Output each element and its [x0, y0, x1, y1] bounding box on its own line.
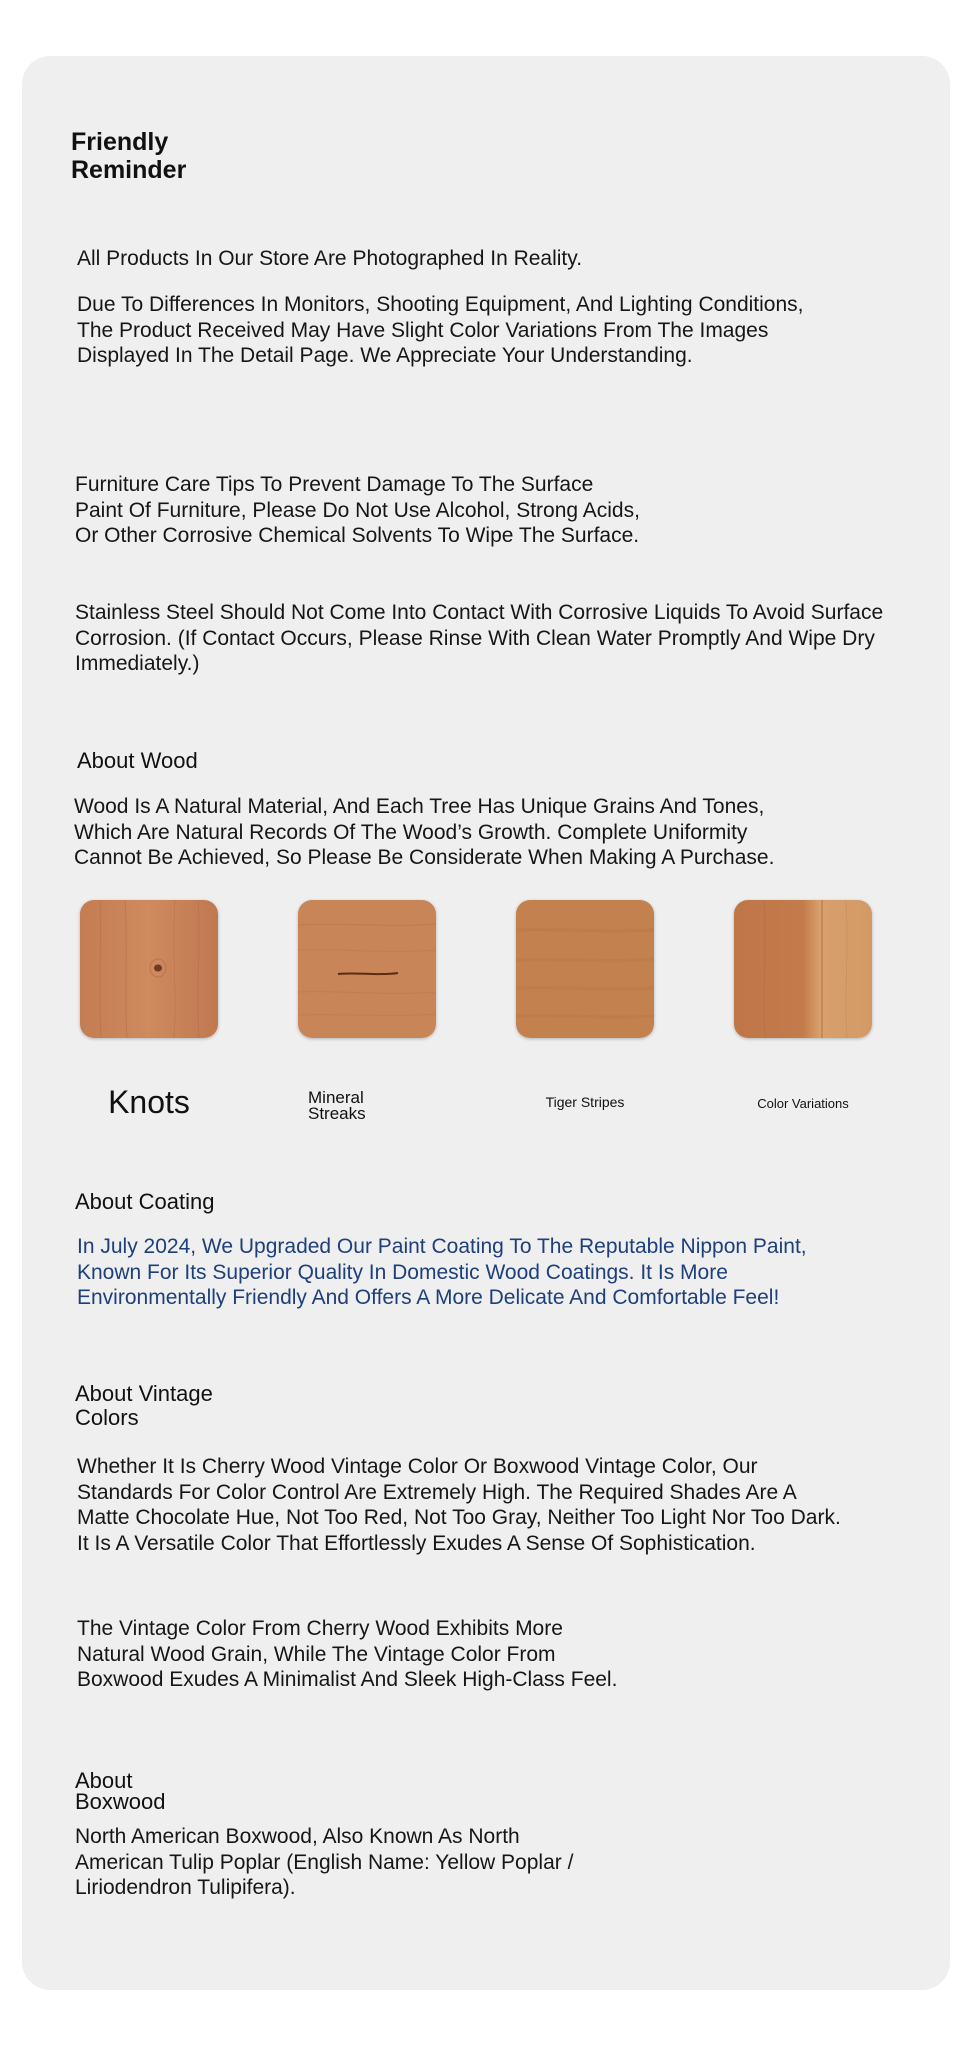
about-wood-text: Wood Is A Natural Material, And Each Tree Has Unique Grains And Tones, Which Are Natural Records Of The Wood’s Growth. Complete Uniformity Cannot Be Achieved, So Please Be Considerate When Making A Purchase.: [74, 795, 775, 869]
mineral-streak-wood-sample-icon: [298, 900, 436, 1038]
about-vintage-colors-text-2: The Vintage Color From Cherry Wood Exhibits More Natural Wood Grain, While The Vintage Color From Boxwood Exudes A Minimalist And Sleek High-Class Feel.: [77, 1617, 618, 1691]
color-variation-wood-sample-icon: [734, 900, 872, 1038]
reminder-line-1: All Products In Our Store Are Photographed In Reality.: [77, 247, 583, 270]
knots-label: Knots: [108, 1084, 190, 1120]
care-tip-stainless-steel: Stainless Steel Should Not Come Into Contact With Corrosive Liquids To Avoid Surface Corrosion. (If Contact Occurs, Please Rinse With Clean Water Promptly And Wipe Dry Immediately.): [75, 601, 884, 675]
tiger-stripe-wood-sample-icon: [516, 900, 654, 1038]
about-vintage-colors-text-1: Whether It Is Cherry Wood Vintage Color Or Boxwood Vintage Color, Our Standards For Color Control Are Extremely High. The Required Shades Are A Matte Chocolate Hue, Not Too Red, Not Too Gray, Neither Too Light Nor Too Dark. It Is A Versatile Color That Effortlessly Exudes A Sense Of Sophistication.: [77, 1455, 841, 1555]
care-tip-furniture: Furniture Care Tips To Prevent Damage To The Surface Paint Of Furniture, Please Do Not Use Alcohol, Strong Acids, Or Other Corrosive Chemical Solvents To Wipe The Surface.: [75, 473, 640, 547]
about-boxwood-heading: About Boxwood: [75, 1768, 166, 1814]
about-boxwood-text: North American Boxwood, Also Known As North American Tulip Poplar (English Name: Yellow Poplar / Liriodendron Tulipifera).: [75, 1825, 574, 1899]
tiger-stripes-label: Tiger Stripes: [545, 1094, 625, 1110]
knot-wood-sample-icon: [80, 900, 218, 1038]
reminder-line-2: Due To Differences In Monitors, Shooting Equipment, And Lighting Conditions, The Product Received May Have Slight Color Variations From The Images Displayed In The Detail Page. We Appreciate Your Understanding.: [77, 293, 804, 367]
about-coating-heading: About Coating: [75, 1189, 215, 1214]
about-coating-text: In July 2024, We Upgraded Our Paint Coating To The Reputable Nippon Paint, Known For Its Superior Quality In Domestic Wood Coatings. It Is More Environmentally Friendly And Offers A More Delicate And Comfortable Feel!: [77, 1235, 807, 1309]
about-wood-heading: About Wood: [77, 748, 198, 773]
info-card: [22, 56, 950, 1990]
about-vintage-colors-heading: About Vintage Colors: [75, 1381, 213, 1430]
mineral-streaks-label: Mineral Streaks: [308, 1088, 366, 1123]
reminder-title: Friendly Reminder: [71, 128, 187, 184]
color-variations-label: Color Variations: [757, 1096, 849, 1111]
